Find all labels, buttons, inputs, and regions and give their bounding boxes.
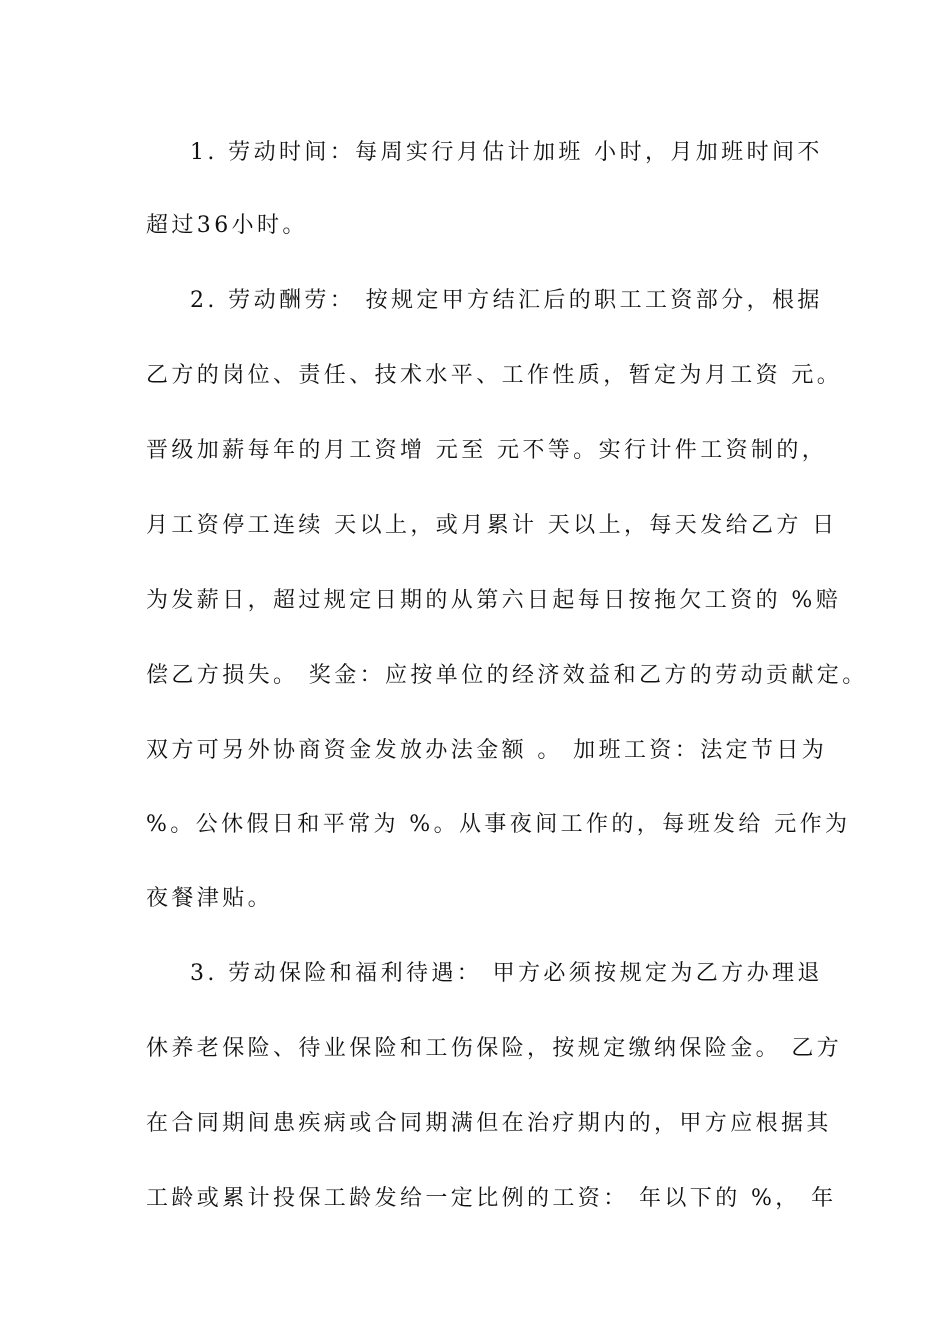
text-line-2: 超过36小时。 <box>146 213 308 238</box>
text-line-4: 乙方的岗位、责任、技术水平、工作性质，暂定为月工资 元。 <box>146 363 843 388</box>
text-line-9: 双方可另外协商资金发放办法金额 。 加班工资：法定节日为 <box>146 738 828 763</box>
text-line-13: 休养老保险、待业保险和工伤保险，按规定缴纳保险金。 乙方 <box>146 1036 843 1061</box>
text-line-15: 工龄或累计投保工龄发给一定比例的工资： 年以下的 %， 年 <box>146 1186 837 1211</box>
text-line-7: 为发薪日，超过规定日期的从第六日起每日按拖欠工资的 %赔 <box>146 588 842 613</box>
text-line-11: 夜餐津贴。 <box>146 886 274 911</box>
text-line-3: 2. 劳动酬劳： 按规定甲方结汇后的职工工资部分，根据 <box>190 288 823 313</box>
text-line-8: 偿乙方损失。 奖金：应按单位的经济效益和乙方的劳动贡献定。 <box>146 663 868 688</box>
text-line-12: 3. 劳动保险和福利待遇： 甲方必须按规定为乙方办理退 <box>190 961 823 986</box>
text-line-10: %。公休假日和平常为 %。从事夜间工作的，每班发给 元作为 <box>146 812 851 837</box>
text-line-1: 1. 劳动时间：每周实行月估计加班 小时，月加班时间不 <box>190 140 823 165</box>
text-line-5: 晋级加薪每年的月工资增 元至 元不等。实行计件工资制的， <box>146 438 828 463</box>
text-line-14: 在合同期间患疾病或合同期满但在治疗期内的，甲方应根据其 <box>146 1111 832 1136</box>
text-line-6: 月工资停工连续 天以上，或月累计 天以上，每天发给乙方 日 <box>146 513 838 538</box>
